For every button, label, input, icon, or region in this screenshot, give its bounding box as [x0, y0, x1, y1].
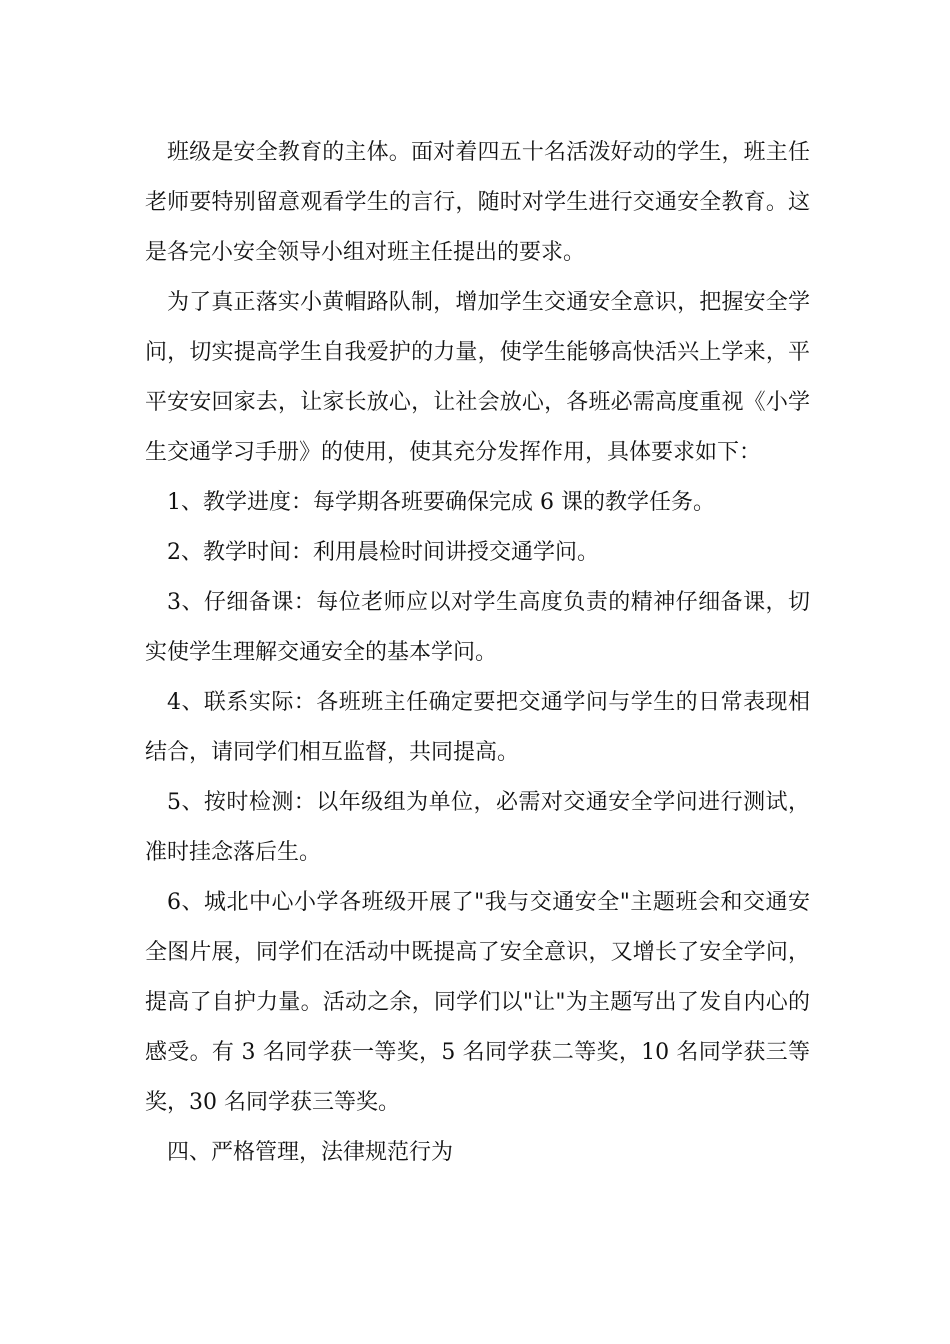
list-item-teaching-time: 2、教学时间：利用晨检时间讲授交通学问。	[167, 540, 599, 565]
list-item-testing: 5、按时检测：以年级组为单位，必需对交通安全学问进行测试，准时挂念落后生。	[145, 790, 810, 865]
list-item-teaching-progress: 1、教学进度：每学期各班要确保完成 6 课的教学任务。	[167, 490, 715, 515]
paragraph-yellow-hat: 为了真正落实小黄帽路队制，增加学生交通安全意识，把握安全学问，切实提高学生自我爱护的力量，使学生能够高快活兴上学来，平平安安回家去，让家长放心，让社会放心，各班必需高度重视《小学生交通学习手册》的使用，使其充分发挥作用，具体要求如下：	[145, 290, 810, 465]
document-page	[145, 128, 810, 1178]
list-item-lesson-prep: 3、仔细备课：每位老师应以对学生高度负责的精神仔细备课，切实使学生理解交通安全的基本学问。	[145, 590, 810, 665]
section-heading-management: 四、严格管理，法律规范行为	[167, 1140, 454, 1165]
paragraph-class-safety: 班级是安全教育的主体。面对着四五十名活泼好动的学生，班主任老师要特别留意观看学生的言行，随时对学生进行交通安全教育。这是各完小安全领导小组对班主任提出的要求。	[145, 140, 810, 265]
list-item-activities: 6、城北中心小学各班级开展了"我与交通安全"主题班会和交通安全图片展，同学们在活动中既提高了安全意识，又增长了安全学问，提高了自护力量。活动之余，同学们以"让"为主题写出了发自内心的感受。有 3 名同学获一等奖，5 名同学获二等奖，10 名同学获三等奖，30 名同学获三等奖。	[145, 890, 810, 1115]
list-item-practice: 4、联系实际：各班班主任确定要把交通学问与学生的日常表现相结合，请同学们相互监督，共同提高。	[145, 690, 810, 765]
